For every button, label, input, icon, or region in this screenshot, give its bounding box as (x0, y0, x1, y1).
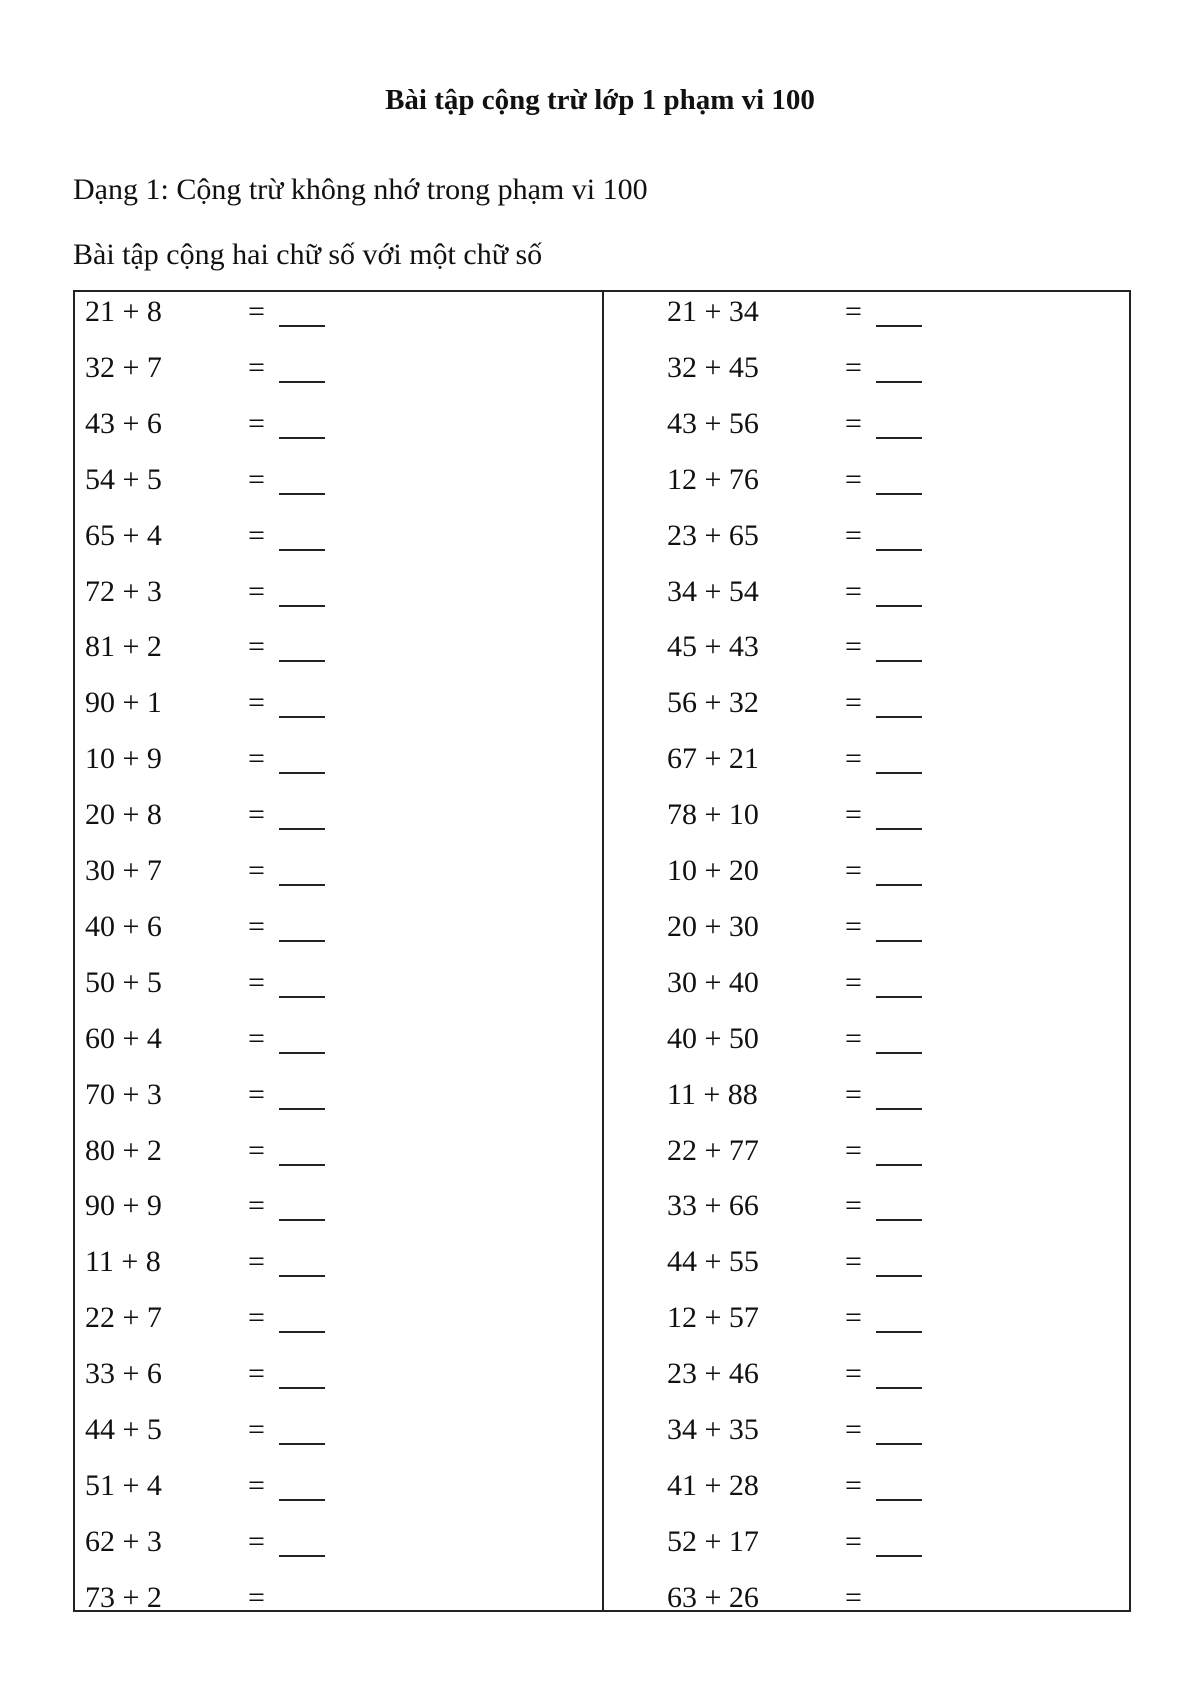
exercise-expression: 50 + 5 (85, 965, 162, 999)
exercise-expression: 32 + 45 (667, 350, 759, 384)
subsection-heading: Bài tập cộng hai chữ số với một chữ số (73, 238, 543, 271)
answer-blank[interactable] (876, 940, 922, 942)
equals-sign: = (845, 350, 862, 384)
answer-blank[interactable] (876, 1387, 922, 1389)
exercise-row (75, 907, 602, 947)
exercise-expression: 23 + 65 (667, 518, 759, 552)
answer-blank[interactable] (279, 605, 325, 607)
answer-blank[interactable] (279, 1331, 325, 1333)
answer-blank[interactable] (876, 437, 922, 439)
exercise-expression: 22 + 77 (667, 1133, 759, 1167)
exercise-expression: 70 + 3 (85, 1077, 162, 1111)
answer-blank[interactable] (279, 884, 325, 886)
equals-sign: = (248, 742, 265, 776)
answer-blank[interactable] (279, 660, 325, 662)
answer-blank[interactable] (876, 325, 922, 327)
exercise-expression: 40 + 50 (667, 1021, 759, 1055)
exercise-row (75, 292, 602, 332)
answer-blank[interactable] (279, 1164, 325, 1166)
exercise-row (604, 1242, 1129, 1282)
equals-sign: = (248, 518, 265, 552)
equals-sign: = (845, 574, 862, 608)
exercise-expression: 72 + 3 (85, 574, 162, 608)
equals-sign: = (845, 798, 862, 832)
equals-sign: = (248, 1413, 265, 1446)
exercise-expression: 54 + 5 (85, 462, 162, 496)
answer-blank[interactable] (876, 1052, 922, 1054)
exercise-expression: 34 + 35 (667, 1413, 759, 1446)
equals-sign: = (845, 1133, 862, 1167)
answer-blank[interactable] (876, 1108, 922, 1110)
answer-blank[interactable] (876, 493, 922, 495)
exercise-row (604, 739, 1129, 779)
exercise-column-left (75, 292, 604, 1614)
exercise-expression: 34 + 54 (667, 574, 759, 608)
equals-sign: = (248, 462, 265, 496)
answer-blank[interactable] (876, 660, 922, 662)
exercise-row (604, 1578, 1129, 1618)
answer-blank[interactable] (876, 605, 922, 607)
answer-blank[interactable] (876, 549, 922, 551)
exercise-expression: 62 + 3 (85, 1524, 162, 1558)
exercise-expression: 90 + 1 (85, 686, 162, 720)
exercise-row (604, 851, 1129, 891)
exercise-expression: 30 + 7 (85, 854, 162, 887)
exercise-row (604, 795, 1129, 835)
answer-blank[interactable] (876, 716, 922, 718)
equals-sign: = (845, 854, 862, 887)
answer-blank[interactable] (279, 1443, 325, 1445)
answer-blank[interactable] (279, 772, 325, 774)
equals-sign: = (248, 574, 265, 608)
exercise-row (604, 516, 1129, 556)
exercise-expression: 40 + 6 (85, 909, 162, 943)
equals-sign: = (845, 1021, 862, 1055)
exercise-expression: 33 + 66 (667, 1189, 759, 1223)
equals-sign: = (248, 1133, 265, 1167)
exercise-expression: 33 + 6 (85, 1357, 162, 1391)
answer-blank[interactable] (279, 549, 325, 551)
exercise-expression: 21 + 34 (667, 295, 759, 328)
exercise-expression: 10 + 9 (85, 742, 162, 776)
answer-blank[interactable] (279, 828, 325, 830)
exercise-expression: 78 + 10 (667, 798, 759, 832)
exercise-expression: 11 + 8 (85, 1245, 161, 1279)
answer-blank[interactable] (279, 1219, 325, 1221)
exercise-row (75, 1410, 602, 1450)
exercise-row (75, 1578, 602, 1618)
equals-sign: = (845, 1245, 862, 1279)
exercise-row (75, 404, 602, 444)
exercise-expression: 67 + 21 (667, 742, 759, 776)
exercise-expression: 12 + 76 (667, 462, 759, 496)
exercise-row (604, 1131, 1129, 1171)
equals-sign: = (845, 1357, 862, 1391)
equals-sign: = (845, 630, 862, 664)
equals-sign: = (845, 462, 862, 496)
exercise-row (75, 627, 602, 667)
equals-sign: = (248, 1580, 265, 1614)
equals-sign: = (248, 965, 265, 999)
exercise-row (604, 963, 1129, 1003)
exercise-row (75, 1354, 602, 1394)
equals-sign: = (248, 1357, 265, 1391)
exercise-row (75, 1522, 602, 1562)
equals-sign: = (248, 798, 265, 832)
equals-sign: = (248, 406, 265, 440)
exercise-row (75, 1186, 602, 1226)
exercise-row (604, 627, 1129, 667)
exercise-expression: 43 + 6 (85, 406, 162, 440)
equals-sign: = (845, 909, 862, 943)
exercise-expression: 81 + 2 (85, 630, 162, 664)
exercise-row (75, 1131, 602, 1171)
equals-sign: = (845, 1468, 862, 1502)
answer-blank[interactable] (279, 1387, 325, 1389)
exercise-expression: 56 + 32 (667, 686, 759, 720)
answer-blank[interactable] (279, 996, 325, 998)
exercise-row (604, 1298, 1129, 1338)
exercise-expression: 44 + 5 (85, 1413, 162, 1446)
equals-sign: = (248, 1301, 265, 1335)
exercise-row (604, 1410, 1129, 1450)
equals-sign: = (248, 854, 265, 887)
equals-sign: = (845, 295, 862, 328)
exercise-row (75, 739, 602, 779)
exercise-row (75, 851, 602, 891)
answer-blank[interactable] (876, 1443, 922, 1445)
answer-blank[interactable] (876, 1275, 922, 1277)
exercise-expression: 44 + 55 (667, 1245, 759, 1279)
exercise-expression: 22 + 7 (85, 1301, 162, 1335)
exercise-expression: 80 + 2 (85, 1133, 162, 1167)
equals-sign: = (248, 1077, 265, 1111)
equals-sign: = (845, 518, 862, 552)
page-title: Bài tập cộng trừ lớp 1 phạm vi 100 (385, 84, 815, 116)
answer-blank[interactable] (279, 1052, 325, 1054)
exercise-expression: 65 + 4 (85, 518, 162, 552)
answer-blank[interactable] (876, 772, 922, 774)
exercise-expression: 41 + 28 (667, 1468, 759, 1502)
equals-sign: = (248, 1021, 265, 1055)
exercise-expression: 52 + 17 (667, 1524, 759, 1558)
exercise-row (75, 460, 602, 500)
equals-sign: = (845, 686, 862, 720)
exercise-expression: 73 + 2 (85, 1580, 162, 1614)
equals-sign: = (248, 909, 265, 943)
answer-blank[interactable] (876, 1164, 922, 1166)
exercise-row (604, 292, 1129, 332)
answer-blank[interactable] (876, 1555, 922, 1557)
exercise-row (75, 516, 602, 556)
exercise-row (75, 795, 602, 835)
answer-blank[interactable] (876, 996, 922, 998)
answer-blank[interactable] (279, 325, 325, 327)
exercise-expression: 12 + 57 (667, 1301, 759, 1335)
exercise-table (73, 290, 1131, 1612)
answer-blank[interactable] (876, 381, 922, 383)
exercise-expression: 63 + 26 (667, 1580, 759, 1614)
exercise-row (604, 1522, 1129, 1562)
exercise-expression: 51 + 4 (85, 1468, 162, 1502)
exercise-row (604, 1075, 1129, 1115)
exercise-row (604, 404, 1129, 444)
exercise-expression: 10 + 20 (667, 854, 759, 887)
exercise-expression: 60 + 4 (85, 1021, 162, 1055)
exercise-expression: 20 + 8 (85, 798, 162, 832)
equals-sign: = (248, 630, 265, 664)
equals-sign: = (248, 295, 265, 328)
answer-blank[interactable] (279, 716, 325, 718)
answer-blank[interactable] (279, 1108, 325, 1110)
equals-sign: = (845, 1301, 862, 1335)
equals-sign: = (248, 1245, 265, 1279)
exercise-expression: 21 + 8 (85, 295, 162, 328)
equals-sign: = (248, 686, 265, 720)
exercise-expression: 30 + 40 (667, 965, 759, 999)
exercise-row (75, 1298, 602, 1338)
exercise-expression: 43 + 56 (667, 406, 759, 440)
exercise-expression: 45 + 43 (667, 630, 759, 664)
exercise-row (604, 348, 1129, 388)
exercise-row (75, 1075, 602, 1115)
exercise-row (604, 1186, 1129, 1226)
exercise-row (604, 1019, 1129, 1059)
equals-sign: = (845, 965, 862, 999)
exercise-row (604, 683, 1129, 723)
equals-sign: = (845, 1580, 862, 1614)
answer-blank[interactable] (279, 940, 325, 942)
equals-sign: = (845, 406, 862, 440)
answer-blank[interactable] (279, 1499, 325, 1501)
exercise-row (75, 1019, 602, 1059)
answer-blank[interactable] (876, 1219, 922, 1221)
equals-sign: = (845, 1077, 862, 1111)
exercise-expression: 20 + 30 (667, 909, 759, 943)
equals-sign: = (248, 350, 265, 384)
exercise-expression: 11 + 88 (667, 1077, 758, 1111)
exercise-row (75, 1242, 602, 1282)
equals-sign: = (248, 1189, 265, 1223)
answer-blank[interactable] (876, 884, 922, 886)
equals-sign: = (248, 1468, 265, 1502)
exercise-row (604, 1354, 1129, 1394)
exercise-row (75, 683, 602, 723)
exercise-row (75, 572, 602, 612)
answer-blank[interactable] (876, 1499, 922, 1501)
exercise-row (604, 572, 1129, 612)
answer-blank[interactable] (876, 828, 922, 830)
equals-sign: = (845, 1413, 862, 1446)
answer-blank[interactable] (279, 1555, 325, 1557)
answer-blank[interactable] (279, 381, 325, 383)
equals-sign: = (845, 1189, 862, 1223)
equals-sign: = (845, 742, 862, 776)
exercise-row (75, 1466, 602, 1506)
answer-blank[interactable] (279, 1275, 325, 1277)
exercise-row (604, 1466, 1129, 1506)
answer-blank[interactable] (876, 1331, 922, 1333)
exercise-row (604, 907, 1129, 947)
answer-blank[interactable] (279, 493, 325, 495)
exercise-expression: 90 + 9 (85, 1189, 162, 1223)
exercise-row (75, 963, 602, 1003)
exercise-expression: 32 + 7 (85, 350, 162, 384)
section-heading: Dạng 1: Cộng trừ không nhớ trong phạm vi 100 (73, 173, 648, 206)
exercise-column-right (604, 292, 1129, 1614)
exercise-row (604, 460, 1129, 500)
equals-sign: = (845, 1524, 862, 1558)
exercise-row (75, 348, 602, 388)
exercise-expression: 23 + 46 (667, 1357, 759, 1391)
equals-sign: = (248, 1524, 265, 1558)
answer-blank[interactable] (279, 437, 325, 439)
